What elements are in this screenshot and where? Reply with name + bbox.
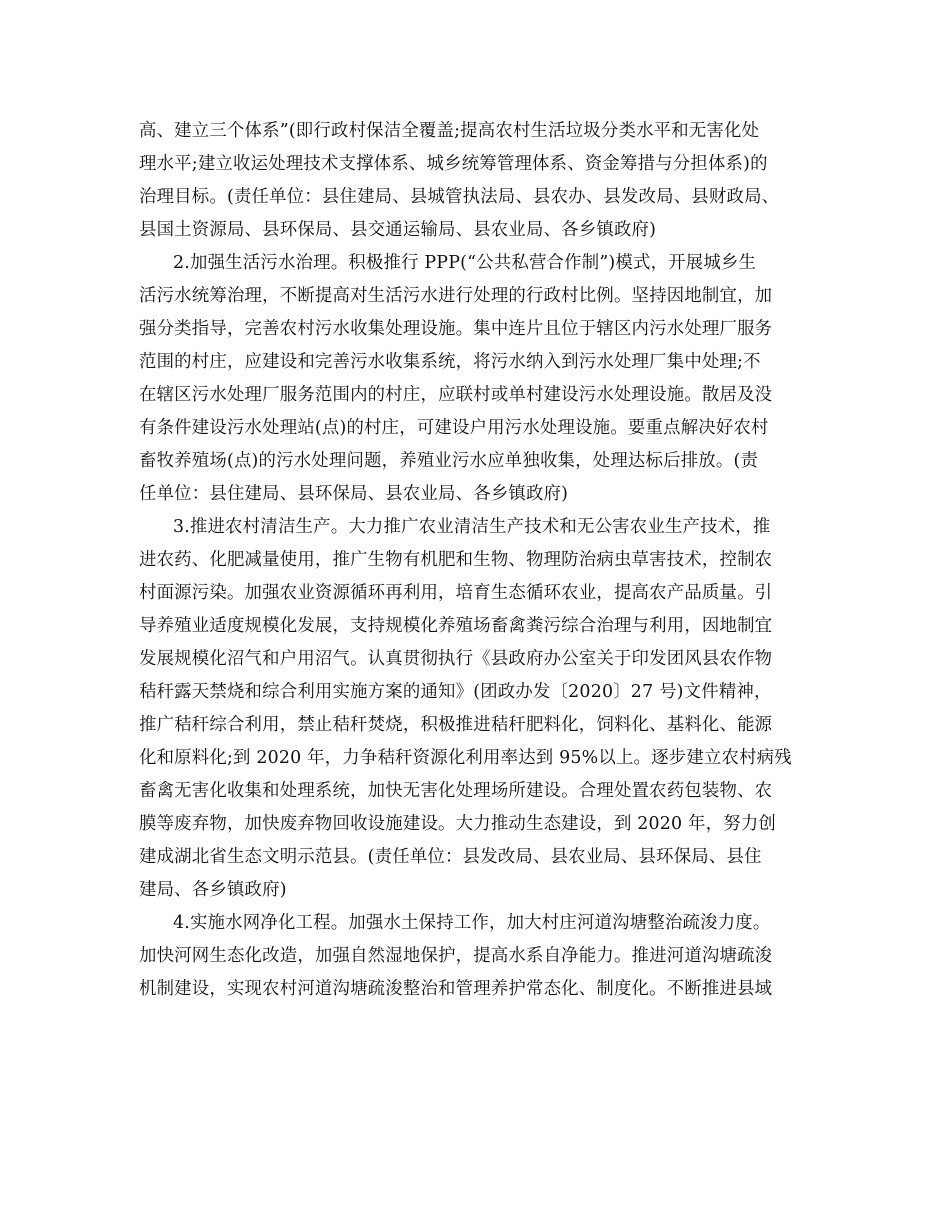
text-line: 发展规模化沼气和户用沼气。认真贯彻执行《县政府办公室关于印发团风县农作物 — [139, 649, 773, 669]
text-line: 有条件建设污水处理站(点)的村庄，可建设户用污水处理设施。要重点解决好农村 — [139, 418, 769, 438]
text-line: 推广秸秆综合利用，禁止秸秆焚烧，积极推进秸秆肥料化，饲料化、基料化、能源 — [139, 715, 773, 735]
text-line: 建成湖北省生态文明示范县。(责任单位：县发改局、县农业局、县环保局、县住 — [139, 847, 762, 867]
text-line: 在辖区污水处理厂服务范围内的村庄，应联村或单村建设污水处理设施。散居及没 — [139, 385, 773, 405]
text-line: 进农药、化肥减量使用，推广生物有机肥和生物、物理防治病虫草害技术，控制农 — [139, 550, 773, 570]
text-line: 理水平;建立收运处理技术支撑体系、城乡统筹管理体系、资金筹措与分担体系)的 — [139, 154, 768, 174]
text-line: 化和原料化;到 2020 年，力争秸秆资源化利用率达到 95%以上。逐步建立农村病残 — [139, 748, 792, 768]
text-line: 县国土资源局、县环保局、县交通运输局、县农业局、各乡镇政府) — [139, 220, 657, 240]
text-line: 范围的村庄，应建设和完善污水收集系统，将污水纳入到污水处理厂集中处理;不 — [139, 352, 761, 372]
text-line: 畜禽无害化收集和处理系统，加快无害化处理场所建设。合理处置农药包装物、农 — [139, 781, 773, 801]
paragraph-3-heading-line: 3.推进农村清洁生产。大力推广农业清洁生产技术和无公害农业生产技术，推 — [173, 517, 771, 537]
text-line: 活污水统筹治理，不断提高对生活污水进行处理的行政村比例。坚持因地制宜，加 — [139, 286, 773, 306]
text-line: 强分类指导，完善农村污水收集处理设施。集中连片且位于辖区内污水处理厂服务 — [139, 319, 773, 339]
paragraph-2-heading-line: 2.加强生活污水治理。积极推行 PPP(“公共私营合作制”)模式，开展城乡生 — [173, 253, 757, 273]
text-line: 畜牧养殖场(点)的污水处理问题，养殖业污水应单独收集，处理达标后排放。(责 — [139, 451, 759, 471]
text-line: 导养殖业适度规模化发展，支持规模化养殖场畜禽粪污综合治理与利用，因地制宜 — [139, 616, 773, 636]
text-line: 高、建立三个体系”(即行政村保洁全覆盖;提高农村生活垃圾分类水平和无害化处 — [139, 121, 760, 141]
text-line: 膜等废弃物，加快废弃物回收设施建设。大力推动生态建设，到 2020 年，努力创 — [139, 814, 777, 834]
text-line: 治理目标。(责任单位：县住建局、县城管执法局、县农办、县发改局、县财政局、 — [139, 187, 780, 207]
text-line: 任单位：县住建局、县环保局、县农业局、各乡镇政府) — [139, 484, 569, 504]
text-line: 建局、各乡镇政府) — [139, 880, 287, 900]
text-line: 加快河网生态化改造，加强自然湿地保护，提高水系自净能力。推进河道沟塘疏浚 — [139, 946, 773, 966]
text-line: 秸秆露天禁烧和综合利用实施方案的通知》(团政办发〔2020〕27 号)文件精神， — [139, 682, 772, 702]
paragraph-4-heading-line: 4.实施水网净化工程。加强水土保持工作，加大村庄河道沟塘整治疏浚力度。 — [173, 913, 771, 933]
text-line: 村面源污染。加强农业资源循环再利用，培育生态循环农业，提高农产品质量。引 — [139, 583, 773, 603]
text-line: 机制建设，实现农村河道沟塘疏浚整治和管理养护常态化、制度化。不断推进县域 — [139, 979, 773, 999]
